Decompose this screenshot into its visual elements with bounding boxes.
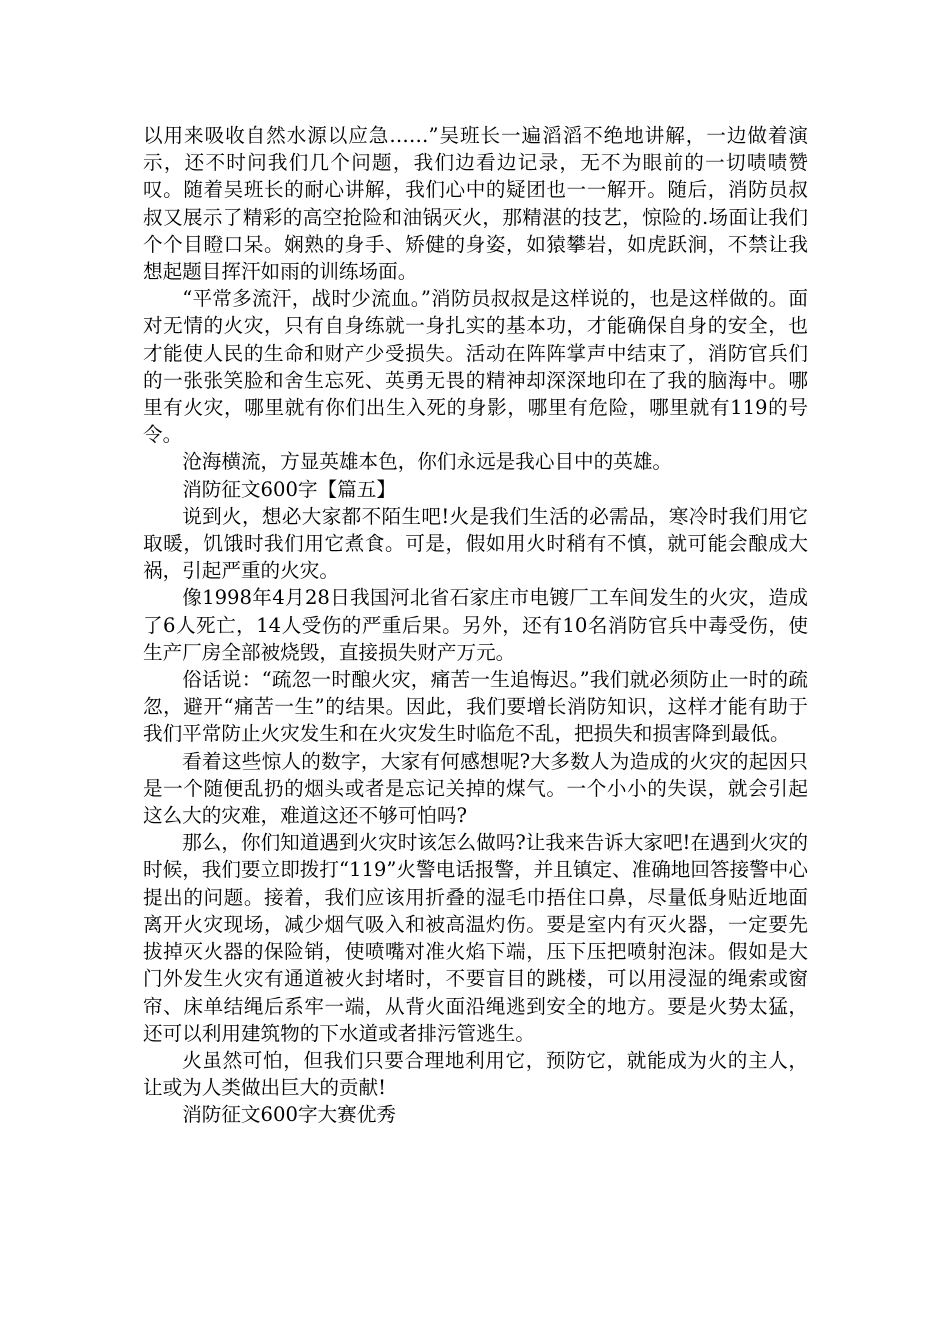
paragraph: “平常多流汗，战时少流血。”消防员叔叔是这样说的，也是这样做的。面对无情的火灾，只有自身练就一身扎实的基本功，才能确保自身的安全，也才能使人民的生命和财产少受损失。活动在阵阵掌声中结束了，消防官兵们的一张张笑脸和舍生忘死、英勇无畏的精神却深深地印在了我的脑海中。哪里有火灾，哪里就有你们出生入死的身影，哪里有危险，哪里就有119的号令。 (143, 287, 808, 447)
paragraph-continuation: 以用来吸收自然水源以应急……”吴班长一遍滔滔不绝地讲解，一边做着演示，还不时问我们几个问题，我们边看边记录，无不为眼前的一切啧啧赞叹。随着吴班长的耐心讲解，我们心中的疑团也一一解开。随后，消防员叔叔又展示了精彩的高空抢险和油锅灭火，那精湛的技艺，惊险的.场面让我们个个目瞪口呆。娴熟的身手、矫健的身姿，如猿攀岩，如虎跃涧，不禁让我想起题目挥汗如雨的训练场面。 (143, 124, 808, 284)
paragraph: 像1998年4月28日我国河北省石家庄市电镀厂工车间发生的火灾，造成了6人死亡，14人受伤的严重后果。另外，还有10名消防官兵中毒受伤，使生产厂房全部被烧毁，直接损失财产万元。 (143, 586, 808, 664)
section-heading: 消防征文600字大赛优秀 (182, 1103, 396, 1127)
paragraph: 那么，你们知道遇到火灾时该怎么做吗?让我来告诉大家吧!在遇到火灾的时候，我们要立即拨打“119”火警电话报警，并且镇定、准确地回答接警中心提出的问题。接着，我们应该用折叠的湿毛巾捂住口鼻，尽量低身贴近地面离开火灾现场，减少烟气吸入和被高温灼伤。要是室内有灭火器，一定要先拔掉灭火器的保险销，使喷嘴对准火焰下端，压下压把喷射泡沫。假如是大门外发生火灾有通道被火封堵时，不要盲目的跳楼，可以用浸湿的绳索或窗帘、床单结绳后系牢一端，从背火面沿绳逃到安全的地方。要是火势太猛，还可以利用建筑物的下水道或者排污管逃生。 (143, 831, 808, 1045)
paragraph: 看着这些惊人的数字，大家有何感想呢?大多数人为造成的火灾的起因只是一个随便乱扔的烟头或者是忘记关掉的煤气。一个小小的失误，就会引起这么大的灾难，难道这还不够可怕吗? (143, 749, 808, 828)
paragraph: 俗话说：“疏忽一时酿火灾，痛苦一生追悔迟。”我们就必须防止一时的疏忽，避开“痛苦一生”的结果。因此，我们要增长消防知识，这样才能有助于我们平常防止火灾发生和在火灾发生时临危不乱，把损失和损害降到最低。 (143, 668, 808, 746)
paragraph: 沧海横流，方显英雄本色，你们永远是我心目中的英雄。 (182, 450, 673, 474)
paragraph: 说到火，想必大家都不陌生吧!火是我们生活的必需品，寒冷时我们用它取暖，饥饿时我们用它煮食。可是，假如用火时稍有不慎，就可能会酿成大祸，引起严重的火灾。 (143, 504, 808, 583)
document-body (143, 122, 808, 1129)
section-heading: 消防征文600字【篇五】 (182, 477, 396, 501)
paragraph: 火虽然可怕，但我们只要合理地利用它，预防它，就能成为火的主人，让或为人类做出巨大的贡献! (143, 1048, 808, 1100)
